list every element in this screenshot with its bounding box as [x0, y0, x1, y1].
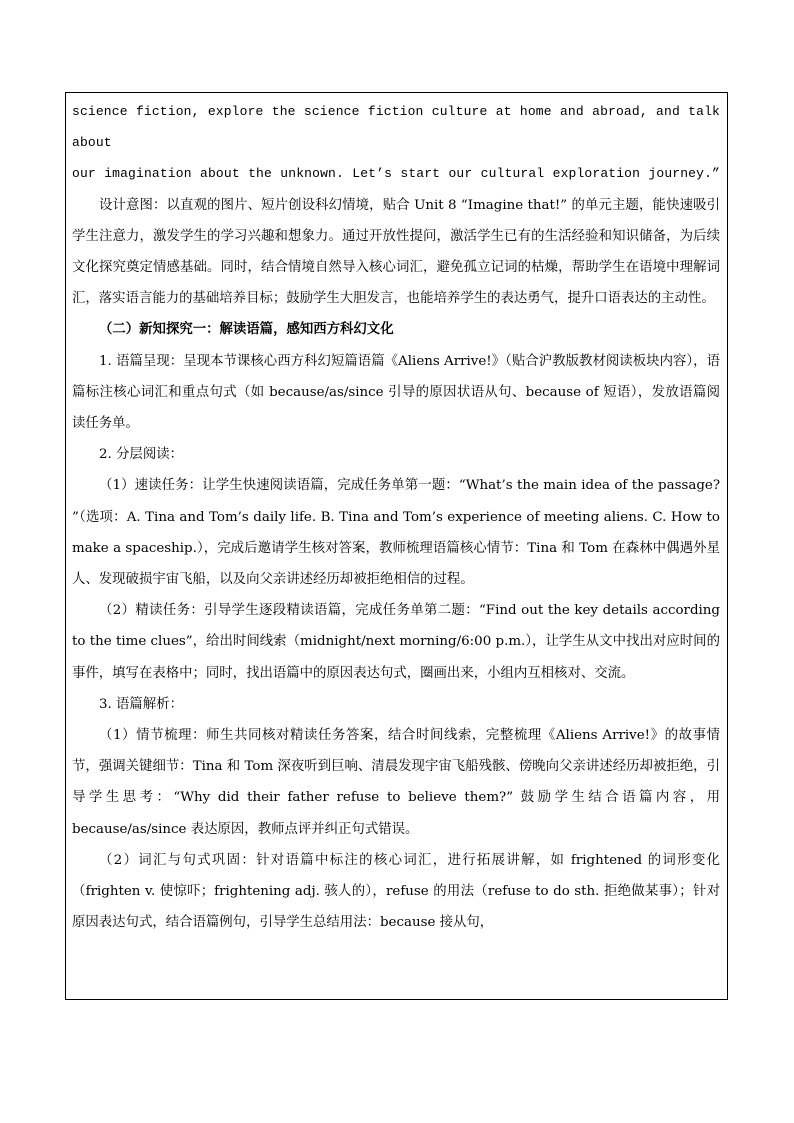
document-body: [72, 96, 720, 938]
text-analysis-heading: 3. 语篇解析：: [99, 696, 183, 712]
design-intent-paragraph: 设计意图：以直观的图片、短片创设科幻情境，贴合 Unit 8 “Imagine that!” 的单元主题，能快速吸引学生注意力，激发学生的学习兴趣和想象力。通过开放性提问，激活学生已有的生活经验和知识储备，为后续文化探究奠定情感基础。同时，结合情境自然导入核心词汇，避免孤立记词的枯燥，帮助学生在语境中理解词汇，落实语言能力的基础培养目标；鼓励学生大胆发言，也能培养学生的表达勇气，提升口语表达的主动性。: [72, 197, 720, 307]
table-cell-frame: [65, 92, 728, 1000]
text-presentation-paragraph: 1. 语篇呈现：呈现本节课核心西方科幻短篇语篇《Aliens Arrive!》（贴合沪教版教材阅读板块内容），语篇标注核心词汇和重点句式（如 because/as/since 引导的原因状语从句、because of 短语），发放语篇阅读任务单。: [72, 353, 720, 432]
intro-line-1: science fiction, explore the science fiction culture at home and abroad, and talk about: [72, 104, 720, 151]
skimming-task-paragraph: （1）速读任务：让学生快速阅读语篇，完成任务单第一题：“What’s the main idea of the passage? ”（选项：A. Tina and Tom’s daily life. B. Tina and Tom’s experience of meeting aliens. C. How to make a spaceship.），完成后邀请学生核对答案，教师梳理语篇核心情节：Tina 和 Tom 在森林中偶遇外星人、发现破损宇宙飞船，以及向父亲讲述经历却被拒绝相信的过程。: [72, 478, 720, 588]
plot-review-paragraph: （1）情节梳理：师生共同核对精读任务答案，结合时间线索，完整梳理《Aliens Arrive!》的故事情节，强调关键细节：Tina 和 Tom 深夜听到巨响、清晨发现宇宙飞船残骸、傍晚向父亲讲述经历却被拒绝，引导学生思考：“Why did their father refuse to believe them?” 鼓励学生结合语篇内容，用 because/as/since 表达原因，教师点评并纠正句式错误。: [72, 728, 720, 837]
layered-reading-heading: 2. 分层阅读：: [99, 447, 183, 463]
intro-line-2: our imagination about the unknown. Let’s start our cultural exploration journey.”: [72, 166, 720, 182]
section-heading: （二）新知探究一：解读语篇，感知西方科幻文化: [99, 321, 394, 338]
intensive-reading-paragraph: （2）精读任务：引导学生逐段精读语篇，完成任务单第二题：“Find out the key details according to the time clues”，给出时间线索（midnight/next morning/6:00 p.m.），让学生从文中找出对应时间的事件，填写在表格中；同时，找出语篇中的原因表达句式，圈画出来，小组内互相核对、交流。: [72, 603, 720, 681]
vocabulary-paragraph: （2）词汇与句式巩固：针对语篇中标注的核心词汇，进行拓展讲解，如 frightened 的词形变化（frighten v. 使惊吓；frightening adj. 骇人的），refuse 的用法（refuse to do sth. 拒绝做某事）；针对原因表达句式，结合语篇例句，引导学生总结用法：because 接从句，: [72, 852, 720, 931]
